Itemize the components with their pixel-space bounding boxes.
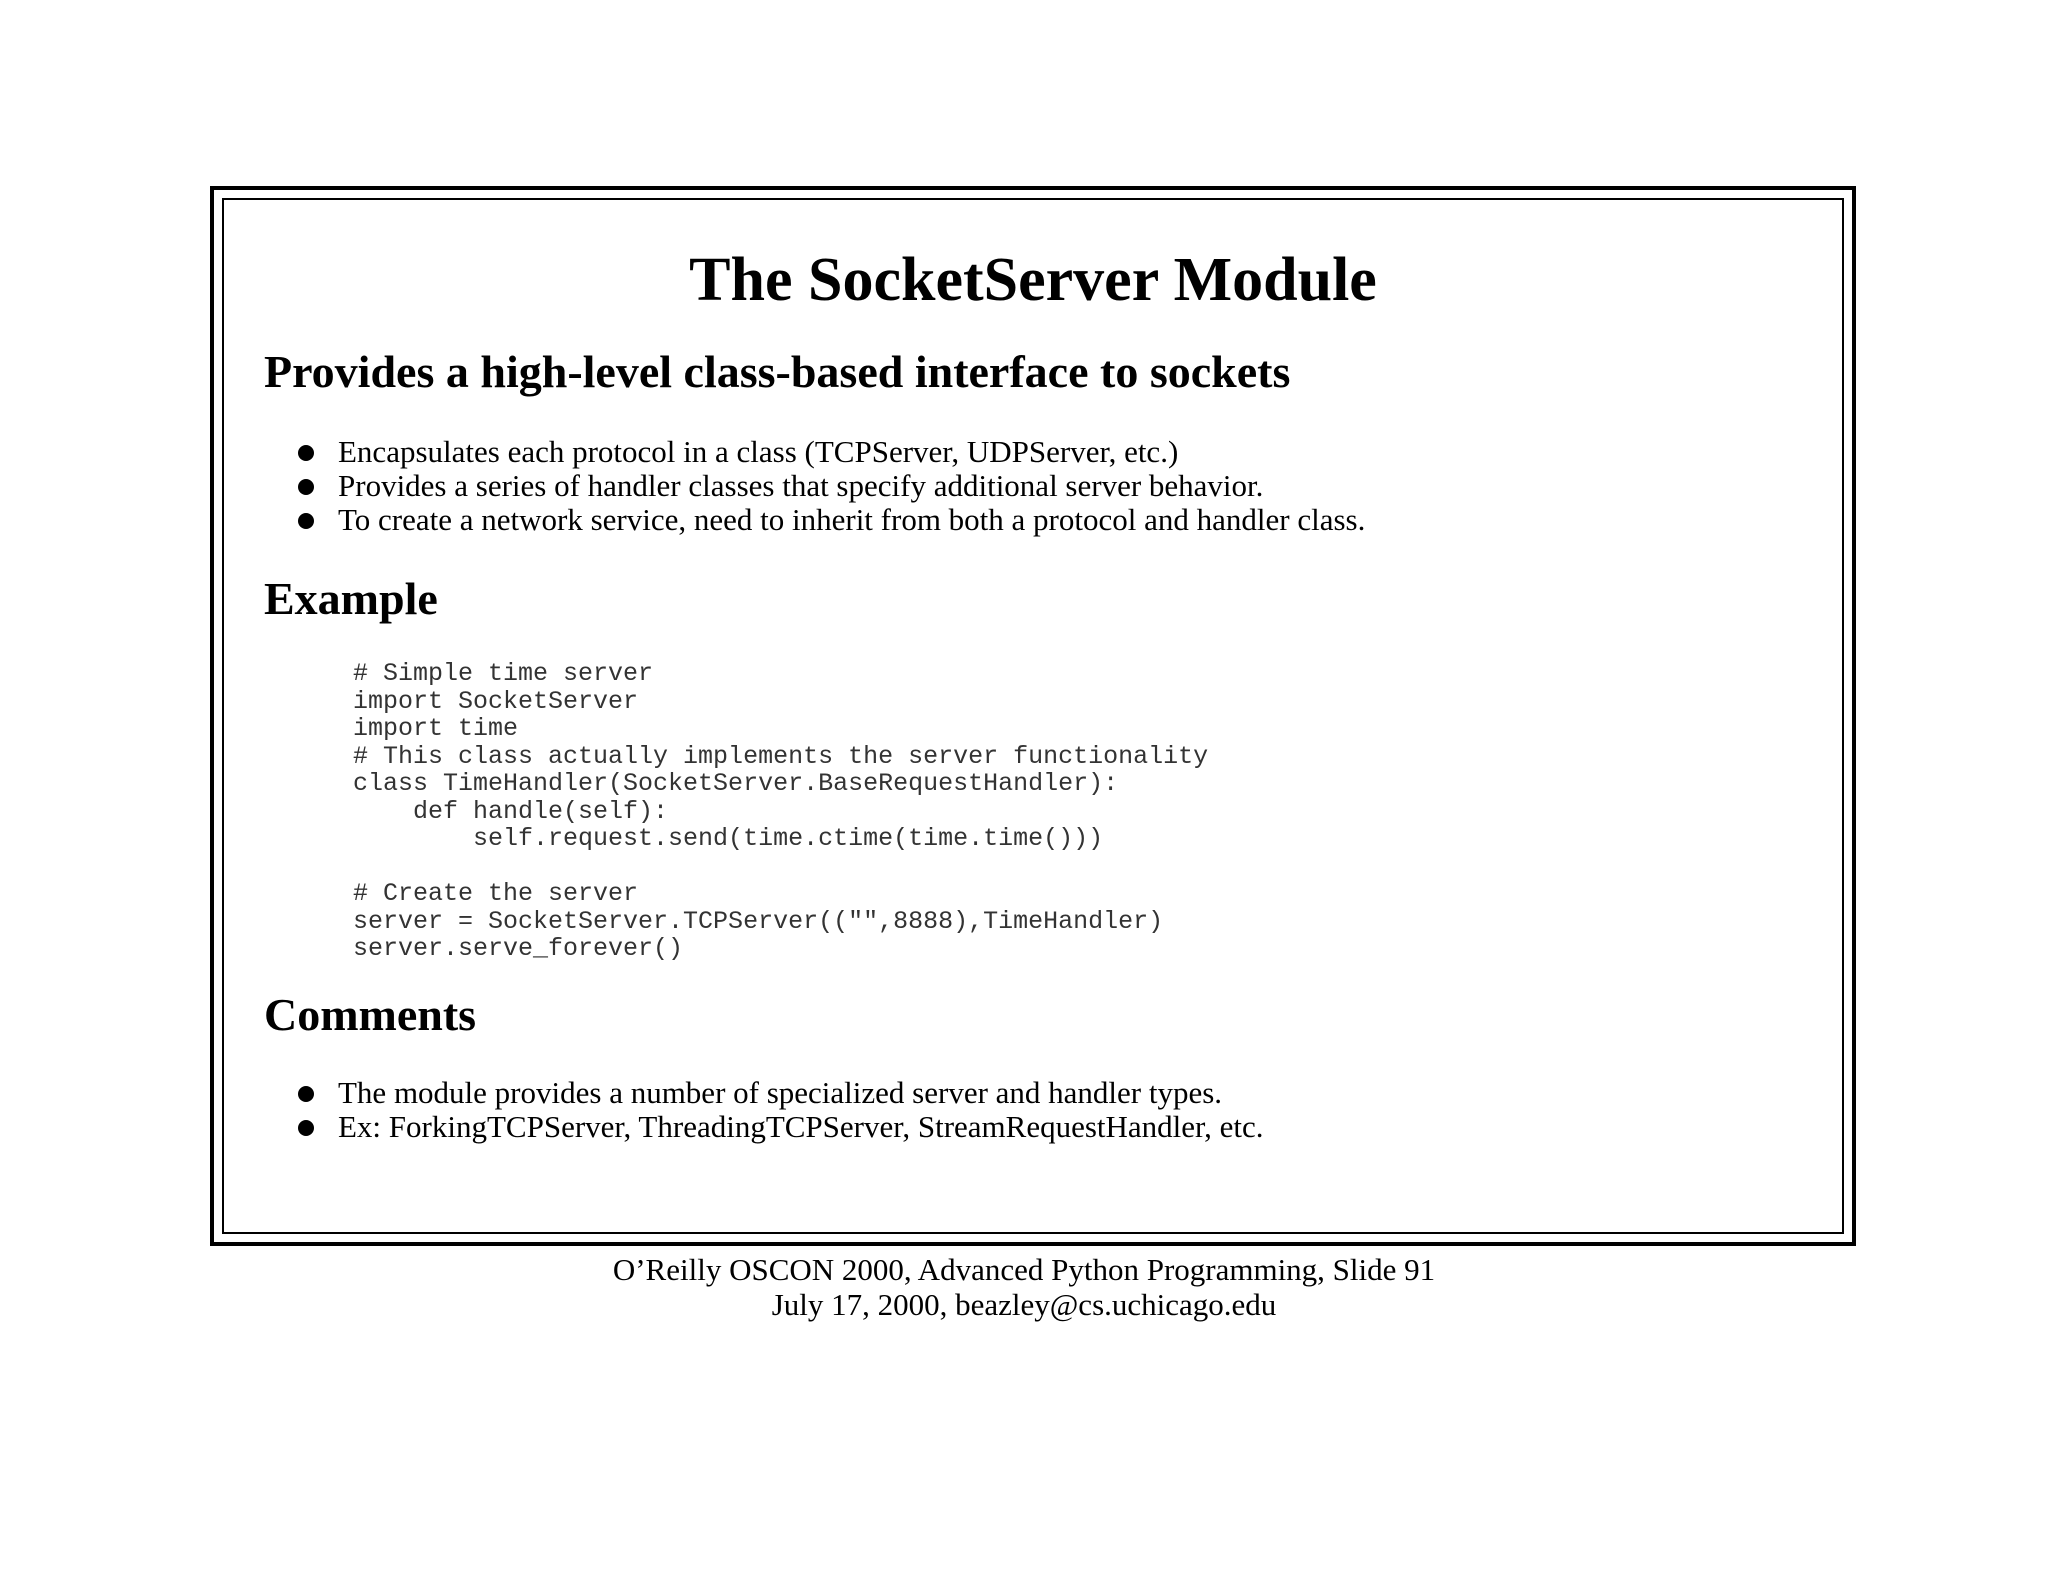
bullet-text: Encapsulates each protocol in a class (TCPServer, UDPServer, etc.) (338, 434, 1179, 469)
comments-bullet-list (298, 1076, 1264, 1144)
example-heading: Example (264, 573, 438, 624)
footer-line-1: O’Reilly OSCON 2000, Advanced Python Programming, Slide 91 (612, 1252, 1436, 1287)
bullet-icon (298, 479, 314, 495)
slide-footer (0, 1252, 2048, 1322)
slide-inner-frame (222, 198, 1844, 1234)
code-example: # Simple time server import SocketServer import time # This class actually implements the server functionality class TimeHandler(SocketServer.BaseRequestHandler): def handle(self): self.request.send(time.ctime(time.time())) # Create the server server = SocketServer.TCPServer(("",8888),TimeHandler) server.serve_forever() (353, 659, 1209, 963)
list-item (298, 435, 1365, 469)
intro-heading: Provides a high-level class-based interface to sockets (264, 346, 1291, 397)
list-item (298, 1110, 1264, 1144)
intro-bullet-list (298, 435, 1365, 537)
comments-heading: Comments (264, 989, 477, 1040)
bullet-icon (298, 1086, 314, 1102)
list-item (298, 469, 1365, 503)
bullet-text: Ex: ForkingTCPServer, ThreadingTCPServer, StreamRequestHandler, etc. (338, 1109, 1264, 1144)
slide-frame (210, 186, 1856, 1246)
bullet-icon (298, 445, 314, 461)
list-item (298, 503, 1365, 537)
bullet-text: To create a network service, need to inherit from both a protocol and handler class. (338, 502, 1366, 537)
slide-title: The SocketServer Module (689, 246, 1377, 314)
list-item (298, 1076, 1264, 1110)
bullet-text: The module provides a number of specialized server and handler types. (338, 1075, 1223, 1110)
bullet-icon (298, 1120, 314, 1136)
footer-line-2: July 17, 2000, beazley@cs.uchicago.edu (771, 1287, 1277, 1322)
bullet-text: Provides a series of handler classes that specify additional server behavior. (338, 468, 1264, 503)
bullet-icon (298, 513, 314, 529)
